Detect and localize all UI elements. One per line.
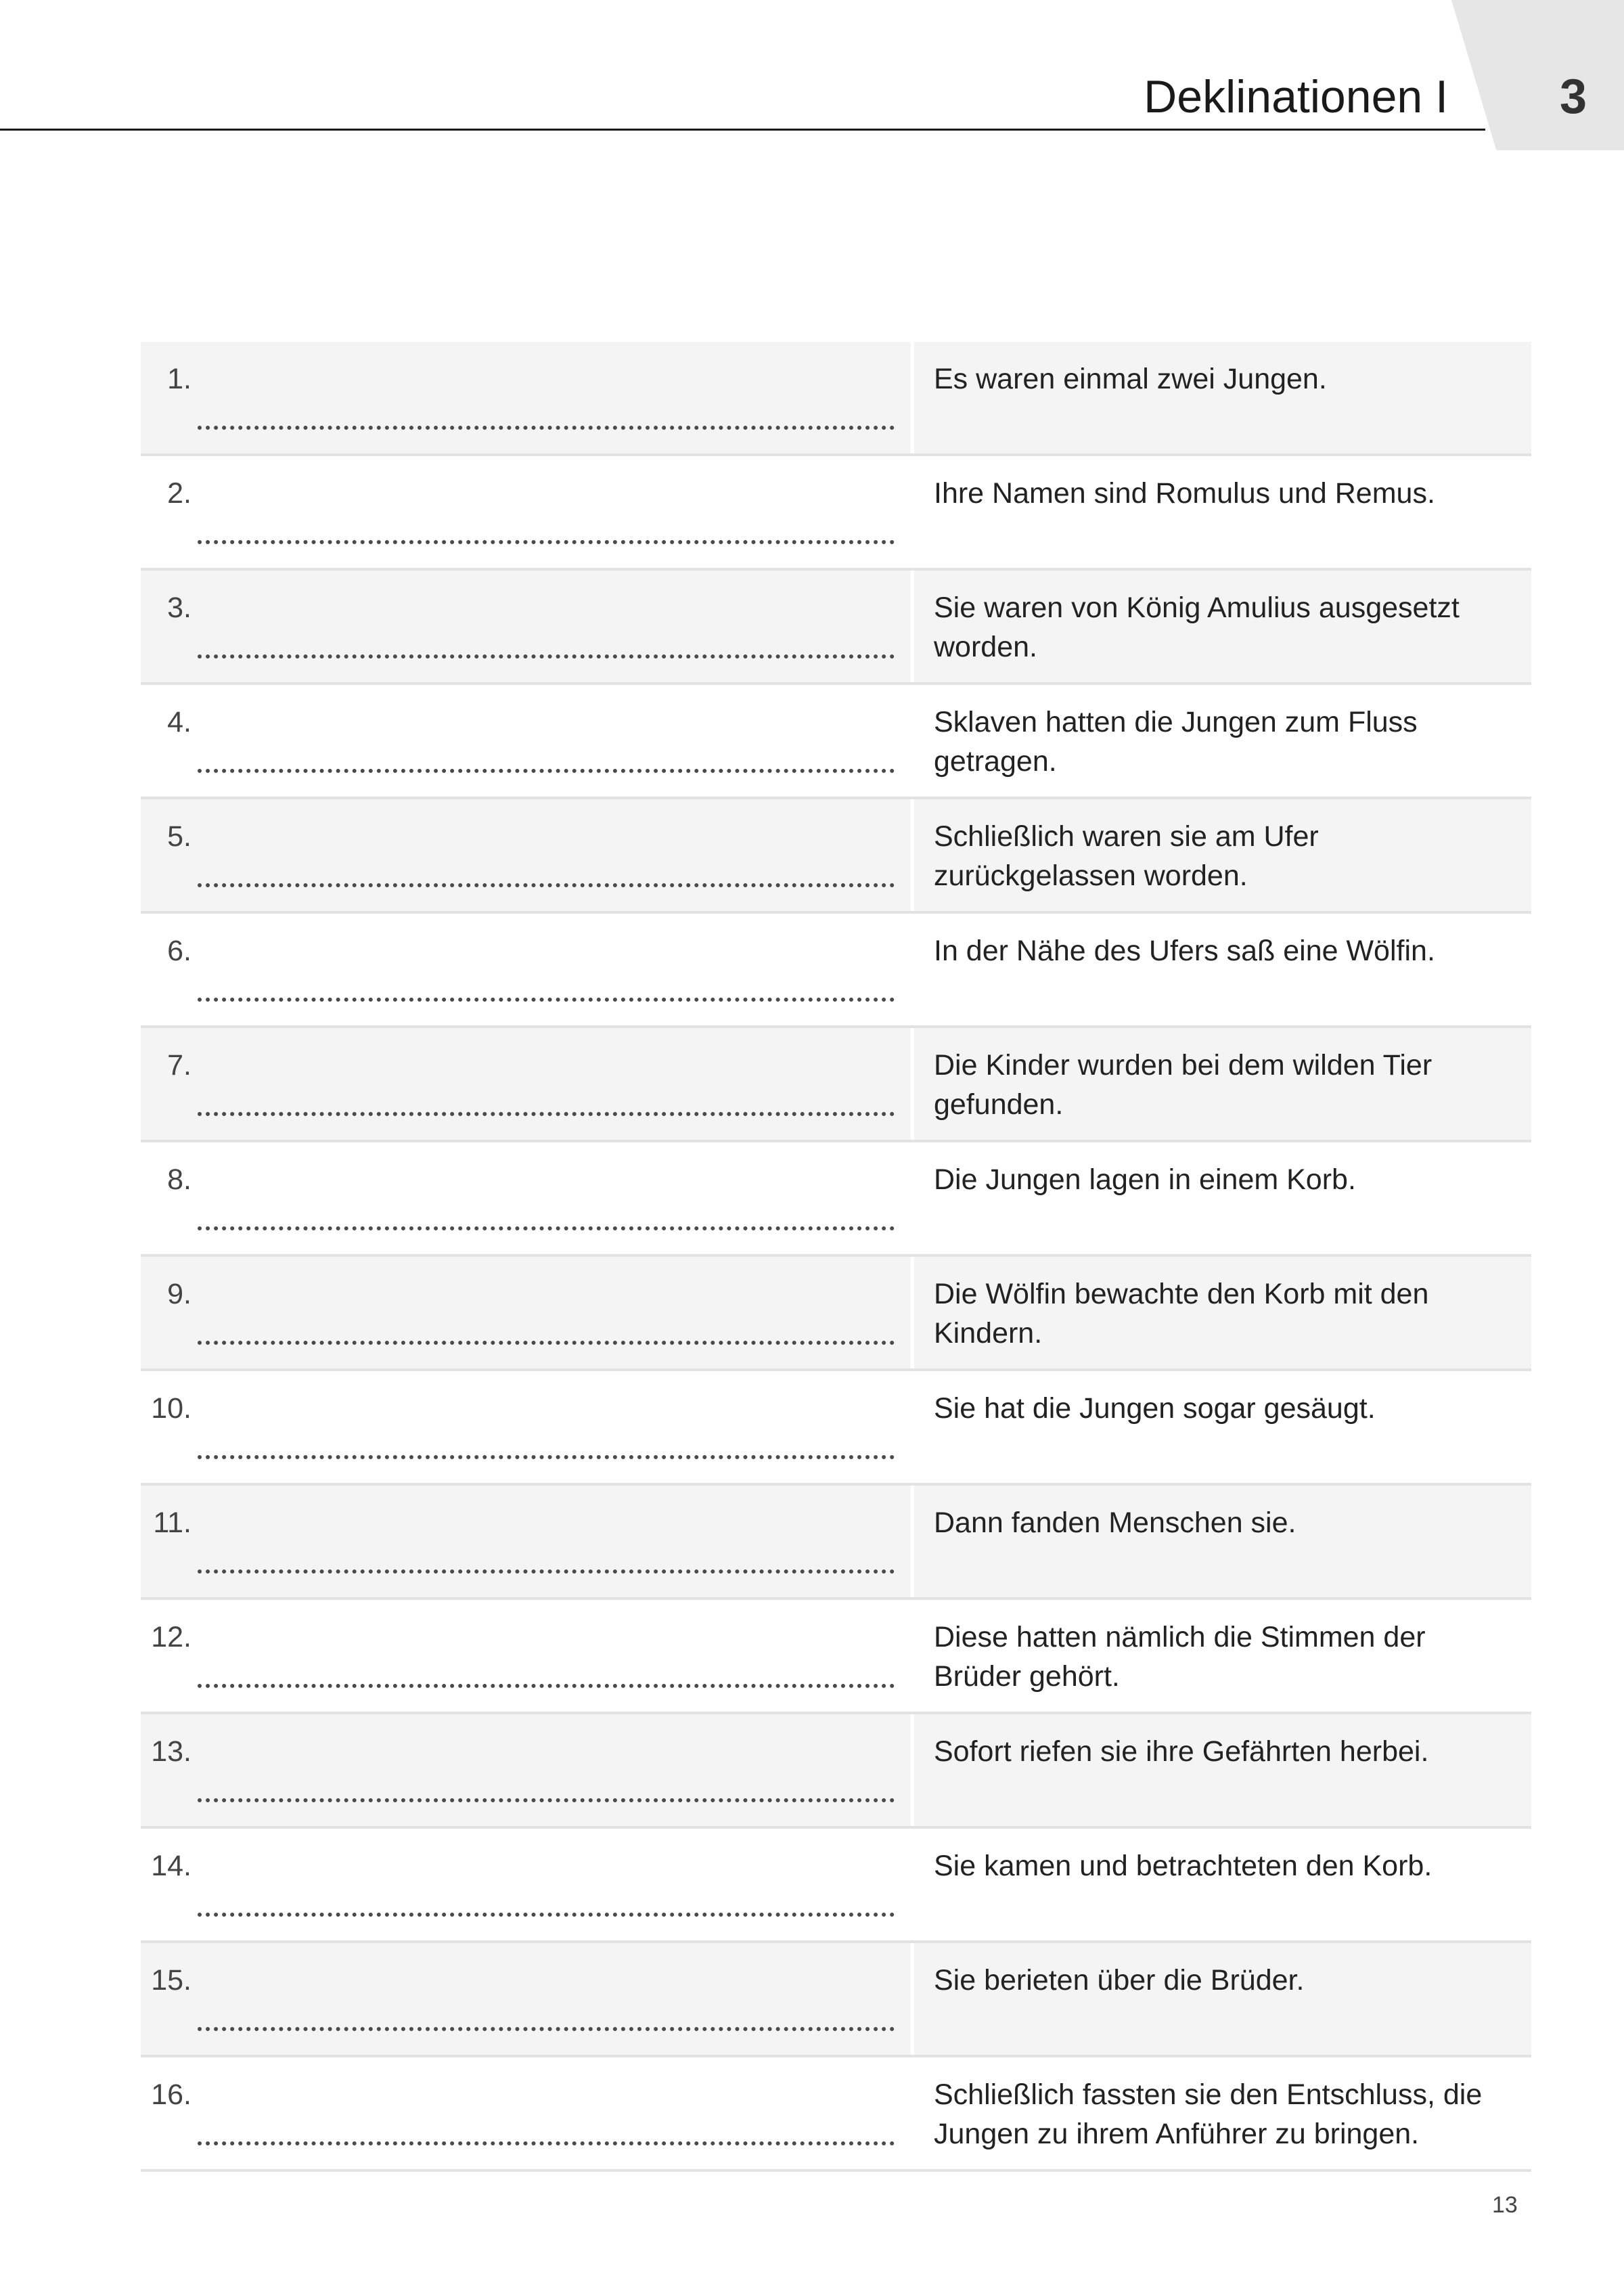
exercise-number: 2.: [167, 477, 191, 510]
exercise-row: [141, 456, 1531, 571]
answer-line[interactable]: [198, 998, 895, 1002]
column-divider: [911, 1028, 914, 1140]
exercise-row: [141, 571, 1531, 685]
exercise-number: 16.: [151, 2078, 191, 2111]
answer-line[interactable]: [198, 426, 895, 430]
exercise-number: 13.: [151, 1735, 191, 1768]
exercise-row: [141, 1829, 1531, 1943]
page-title: Deklinationen I: [1144, 71, 1448, 122]
exercise-number: 15.: [151, 1964, 191, 1997]
exercise-row: [141, 1257, 1531, 1371]
exercise-row: [141, 1714, 1531, 1829]
german-sentence: Sie hat die Jungen sogar gesäugt.: [934, 1392, 1376, 1425]
exercise-number: 1.: [167, 363, 191, 395]
chapter-number: 3: [1559, 70, 1587, 124]
german-sentence: Die Jungen lagen in einem Korb.: [934, 1163, 1356, 1196]
exercise-row: [141, 1142, 1531, 1257]
column-divider: [911, 685, 914, 797]
exercise-row: [141, 342, 1531, 456]
column-divider: [911, 1600, 914, 1712]
page-number: 13: [1492, 2192, 1518, 2218]
exercise-row: [141, 799, 1531, 914]
column-divider: [911, 1257, 914, 1368]
column-divider: [911, 914, 914, 1025]
column-divider: [911, 456, 914, 568]
column-divider: [911, 2057, 914, 2169]
exercise-row: [141, 1943, 1531, 2057]
exercise-row: [141, 1028, 1531, 1142]
column-divider: [911, 1714, 914, 1826]
column-divider: [911, 799, 914, 911]
exercise-number: 11.: [153, 1507, 191, 1539]
answer-line[interactable]: [198, 2027, 895, 2031]
german-sentence: Schließlich fassten sie den Entschluss, die Jungen zu ihrem Anführer zu bringen.: [934, 2078, 1483, 2150]
column-divider: [911, 1371, 914, 1483]
answer-line[interactable]: [198, 1684, 895, 1688]
exercise-number: 12.: [151, 1621, 191, 1653]
answer-line[interactable]: [198, 1341, 895, 1345]
exercise-number: 4.: [167, 706, 191, 738]
answer-line[interactable]: [198, 769, 895, 773]
german-sentence: Sie waren von König Amulius ausgesetzt worden.: [934, 592, 1460, 663]
column-divider: [911, 571, 914, 682]
exercise-number: 10.: [151, 1392, 191, 1425]
exercise-table: [141, 342, 1531, 2172]
column-divider: [911, 1142, 914, 1254]
german-sentence: Sofort riefen sie ihre Gefährten herbei.: [934, 1735, 1429, 1768]
column-divider: [911, 1486, 914, 1597]
answer-line[interactable]: [198, 540, 895, 544]
exercise-row: [141, 1600, 1531, 1714]
header-rule: [0, 129, 1485, 131]
german-sentence: Ihre Namen sind Romulus und Remus.: [934, 477, 1435, 510]
exercise-number: 7.: [167, 1049, 191, 1082]
exercise-row: [141, 1371, 1531, 1486]
answer-line[interactable]: [198, 1913, 895, 1917]
answer-line[interactable]: [198, 1112, 895, 1116]
answer-line[interactable]: [198, 883, 895, 887]
exercise-row: [141, 2057, 1531, 2172]
german-sentence: Die Kinder wurden bei dem wilden Tier gefunden.: [934, 1049, 1433, 1121]
german-sentence: Sie berieten über die Brüder.: [934, 1964, 1305, 1997]
column-divider: [911, 342, 914, 453]
exercise-number: 6.: [167, 935, 191, 967]
answer-line[interactable]: [198, 654, 895, 659]
answer-line[interactable]: [198, 1455, 895, 1459]
german-sentence: In der Nähe des Ufers saß eine Wölfin.: [934, 935, 1435, 967]
answer-line[interactable]: [198, 2141, 895, 2145]
exercise-number: 3.: [167, 592, 191, 624]
german-sentence: Sklaven hatten die Jungen zum Fluss getragen.: [934, 706, 1418, 778]
exercise-number: 9.: [167, 1278, 191, 1310]
exercise-number: 8.: [167, 1163, 191, 1196]
answer-line[interactable]: [198, 1798, 895, 1802]
german-sentence: Dann fanden Menschen sie.: [934, 1507, 1296, 1539]
column-divider: [911, 1829, 914, 1940]
german-sentence: Es waren einmal zwei Jungen.: [934, 363, 1327, 395]
exercise-row: [141, 914, 1531, 1028]
column-divider: [911, 1943, 914, 2055]
exercise-number: 5.: [167, 820, 191, 853]
german-sentence: Schließlich waren sie am Ufer zurückgelassen worden.: [934, 820, 1319, 892]
german-sentence: Die Wölfin bewachte den Korb mit den Kindern.: [934, 1278, 1429, 1350]
exercise-number: 14.: [151, 1850, 191, 1882]
german-sentence: Diese hatten nämlich die Stimmen der Brüder gehört.: [934, 1621, 1426, 1693]
exercise-row: [141, 1486, 1531, 1600]
german-sentence: Sie kamen und betrachteten den Korb.: [934, 1850, 1433, 1882]
answer-line[interactable]: [198, 1569, 895, 1574]
answer-line[interactable]: [198, 1226, 895, 1230]
exercise-row: [141, 685, 1531, 799]
